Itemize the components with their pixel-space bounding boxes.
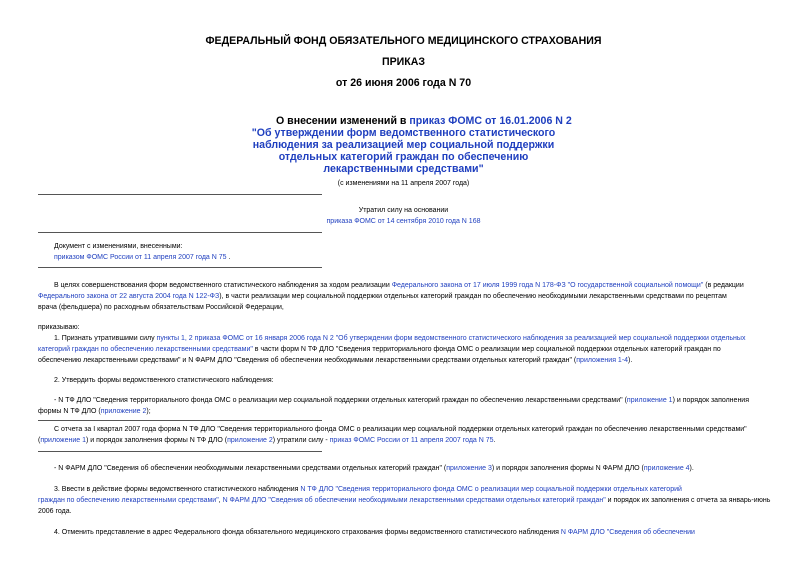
federal-law-178-link[interactable]: Федерального закона от 17 июля 1999 года N 178-ФЗ "О государственной социальной помощи" bbox=[391, 282, 704, 289]
p1-line-2 bbox=[38, 292, 727, 303]
appendix-2-link[interactable]: приложение 2 bbox=[227, 437, 273, 444]
lost-force-link[interactable]: приказа ФОМС от 14 сентября 2010 года N 168 bbox=[326, 218, 481, 225]
title-line-5 bbox=[0, 163, 807, 175]
appendix-2-link[interactable]: приложение 2 bbox=[100, 408, 147, 415]
p7-line-3: 2006 года. bbox=[38, 508, 72, 515]
p2-line-2 bbox=[38, 345, 721, 356]
document-type: ПРИКАЗ bbox=[381, 56, 426, 68]
title-link-part[interactable]: "Об утверждении форм ведомственного статистического bbox=[251, 127, 556, 139]
title-link-part[interactable]: лекарственными средствами" bbox=[323, 163, 484, 175]
title-text: О внесении изменений в bbox=[276, 115, 410, 127]
p2-line-3 bbox=[38, 356, 632, 367]
text: ). bbox=[628, 357, 633, 364]
p6-line bbox=[54, 464, 694, 475]
text: обеспечению лекарственными средствами" и N ФАРМ ДЛО "Сведения об обеспечении необходимыми лекарственными средствами отдельных категорий граждан" ( bbox=[38, 357, 577, 364]
text: формы N ТФ ДЛО ( bbox=[38, 408, 101, 415]
text: 1. Признать утратившими силу bbox=[54, 335, 157, 342]
title-link-part[interactable]: отдельных категорий граждан по обеспечению bbox=[278, 151, 529, 163]
text: В целях совершенствования форм ведомственного статистического наблюдения за ходом реализации bbox=[54, 282, 392, 289]
text: - N ТФ ДЛО "Сведения территориального фонда ОМС о реализации мер социальной поддержки отдельных категорий граждан по обеспечению лекарственными средствами" ( bbox=[54, 397, 627, 404]
text: ) и порядок заполнения bbox=[672, 397, 750, 404]
doc-changes-label: Документ с изменениями, внесенными: bbox=[54, 243, 183, 250]
text: , bbox=[218, 497, 223, 504]
text: ) и порядок заполнения формы N ТФ ДЛО ( bbox=[86, 437, 228, 444]
federal-law-122-link[interactable]: Федерального закона от 22 августа 2004 года N 122-ФЗ bbox=[38, 293, 220, 300]
lost-force-note: Утратил силу на основании bbox=[358, 207, 449, 214]
title-link-part[interactable]: наблюдения за реализацией мер социальной поддержки bbox=[252, 139, 555, 151]
text: ); bbox=[146, 408, 151, 415]
text: 4. Отменить представление в адрес Федерального фонда обязательного медицинского страхования формы ведомственного статистического наблюдения bbox=[54, 529, 561, 536]
text: ) и порядок заполнения формы N ФАРМ ДЛО ( bbox=[491, 465, 644, 472]
p8-line-1 bbox=[54, 528, 695, 539]
p7-line-2 bbox=[38, 496, 770, 507]
text: ). bbox=[689, 465, 694, 472]
form-tf-dlo-link-cont[interactable]: граждан по обеспечению лекарственными средствами" bbox=[38, 497, 219, 504]
text: ), в части реализации мер социальной поддержки отдельных категорий граждан по обеспечению необходимыми лекарственными средствами по рецептам bbox=[219, 293, 727, 300]
organization-name: ФЕДЕРАЛЬНЫЙ ФОНД ОБЯЗАТЕЛЬНОГО МЕДИЦИНСКОГО СТРАХОВАНИЯ bbox=[205, 35, 602, 47]
text: . bbox=[493, 437, 496, 444]
p4-line-1 bbox=[54, 396, 749, 407]
p4-line-2 bbox=[38, 407, 151, 418]
title-line-4 bbox=[0, 151, 807, 163]
order-2-points-link[interactable]: пункты 1, 2 приказа ФОМС от 16 января 2006 года N 2 "Об утверждении форм ведомственного статистического наблюдения за реализацией мер социальной поддержки отдельных bbox=[156, 335, 746, 342]
order-word: приказываю: bbox=[38, 324, 80, 331]
appendix-4-link[interactable]: приложение 4 bbox=[643, 465, 690, 472]
divider bbox=[38, 267, 322, 268]
order-2-points-link-cont[interactable]: категорий граждан по обеспечению лекарственными средствами" bbox=[38, 346, 253, 353]
title-line-3 bbox=[0, 139, 807, 151]
text: ( bbox=[38, 437, 41, 444]
p2-line-1 bbox=[54, 334, 745, 345]
lost-force-link-line bbox=[0, 218, 807, 225]
p7-line-1 bbox=[54, 485, 682, 496]
form-farm-dlo-link[interactable]: N ФАРМ ДЛО "Сведения об обеспечении необходимыми лекарственными средствами отдельных категорий граждан" bbox=[222, 497, 606, 504]
divider bbox=[38, 194, 322, 195]
doc-changes-line bbox=[54, 254, 230, 261]
p3-line: 2. Утвердить формы ведомственного статистического наблюдения: bbox=[54, 377, 274, 384]
p1-line-1 bbox=[54, 281, 744, 292]
p5-line-1: С отчета за I квартал 2007 года форма N ТФ ДЛО "Сведения территориального фонда ОМС о реализации мер социальной поддержки отдельных категорий граждан по обеспечению лекарственными средствами" bbox=[54, 426, 747, 433]
divider bbox=[38, 451, 322, 452]
document-date-number: от 26 июня 2006 года N 70 bbox=[335, 77, 472, 89]
divider bbox=[38, 232, 322, 233]
title-line-2 bbox=[0, 127, 807, 139]
doc-changes-tail: . bbox=[226, 254, 231, 261]
p1-line-3: врача (фельдшера) по расходным обязательствам Российской Федерации, bbox=[38, 304, 284, 311]
order-75-link[interactable]: приказ ФОМС России от 11 апреля 2007 года N 75 bbox=[329, 437, 494, 444]
appendix-1-link[interactable]: приложение 1 bbox=[626, 397, 673, 404]
text: (в редакции bbox=[703, 282, 744, 289]
appendices-1-4-link[interactable]: приложения 1-4 bbox=[576, 357, 629, 364]
p5-line-2 bbox=[38, 436, 496, 447]
form-farm-dlo-link[interactable]: N ФАРМ ДЛО "Сведения об обеспечении bbox=[560, 529, 695, 536]
text: и порядок их заполнения с отчета за январь-июнь bbox=[605, 497, 771, 504]
appendix-3-link[interactable]: приложение 3 bbox=[446, 465, 492, 472]
text: ) утратили силу - bbox=[272, 437, 330, 444]
text: 3. Ввести в действие формы ведомственного статистического наблюдения bbox=[54, 486, 301, 493]
amended-note: (с изменениями на 11 апреля 2007 года) bbox=[337, 180, 470, 187]
title-line-1 bbox=[276, 115, 572, 127]
title-order-link[interactable]: приказ ФОМС от 16.01.2006 N 2 bbox=[409, 115, 572, 127]
form-tf-dlo-link[interactable]: N ТФ ДЛО "Сведения территориального фонда ОМС о реализации мер социальной поддержки отдельных категорий bbox=[300, 486, 682, 493]
doc-changes-link[interactable]: приказом ФОМС России от 11 апреля 2007 года N 75 bbox=[54, 254, 227, 261]
text: в части форм N ТФ ДЛО "Сведения территориального фонда ОМС о реализации мер социальной поддержки отдельных категорий граждан по bbox=[252, 346, 721, 353]
divider bbox=[38, 420, 322, 421]
appendix-1-link[interactable]: приложение 1 bbox=[40, 437, 86, 444]
text: - N ФАРМ ДЛО "Сведения об обеспечении необходимыми лекарственными средствами отдельных категорий граждан" ( bbox=[54, 465, 447, 472]
